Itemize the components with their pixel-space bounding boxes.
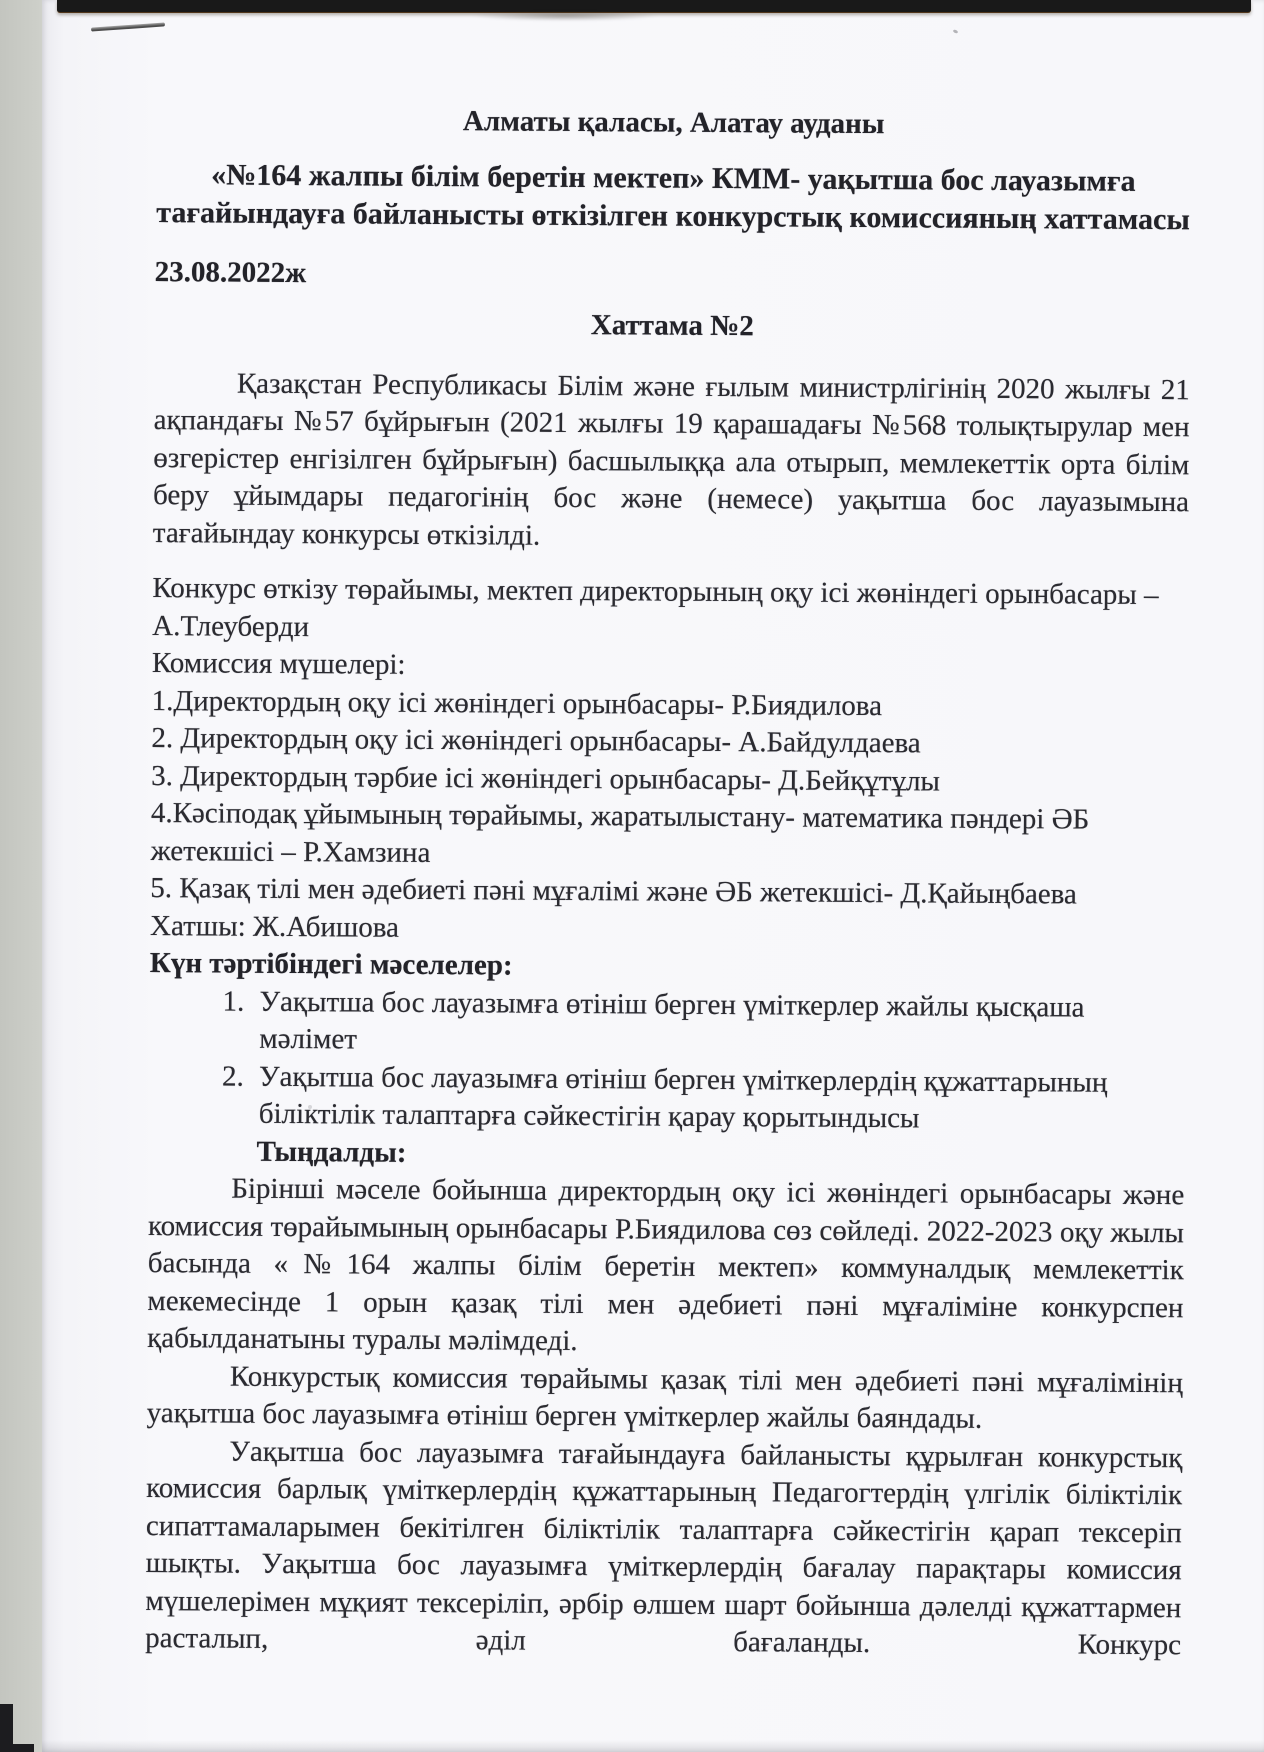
body-paragraph: Уақытша бос лауазымға тағайындауға байланысты құрылған конкурстық комиссия барлық үміткерлердің құжаттарының Педагогтердің үлгілік біліктілік сипаттамаларымен бекітілген біліктілік талаптарға сәйкестігін қарап тексеріп шықты. Уақытша бос лауазымға үміткерлердің бағалау парақтары комиссия мүшелерімен мұқият тексеріліп, әрбір өлшем шарт бойынша дәлелді құжаттармен расталып, әділ бағаланды. Конкурс (145, 1435, 1183, 1662)
agenda-heading: Күн тәртібіндегі мәселелер: (149, 947, 513, 982)
heard-heading: Тыңдалды: (256, 1135, 407, 1169)
agenda-item-text: Уақытша бос лауазымға өтініш берген үміткерлер жайлы қысқаша мәлімет (259, 985, 1085, 1056)
agenda-item-text: Уақытша бос лауазымға өтініш берген үміткерлердің құжаттарының біліктілік талаптарға сәйкестігін қарау қорытындысы (258, 1060, 1108, 1135)
agenda-item-number: 1. (222, 985, 245, 1018)
member-row: 1.Директордың оқу ісі жөніндегі орынбасары- Р.Биядилова (151, 684, 883, 722)
agenda-item (149, 983, 1185, 1065)
body-paragraph: Бірінші мәселе бойынша директордың оқу ісі жөніндегі орынбасары және комиссия төрайымының орынбасары Р.Биядилова сөз сөйледі. 2022-2023 оқу жылы басында «№164 жалпы білім беретін мектеп» коммуналдық мемлекеттік мекемесінде 1 орын қазақ тілі мен әдебиеті пәні мұғаліміне конкурспен қабылданатыны туралы мәлімдеді. (147, 1172, 1185, 1358)
secretary-line: Хатшы: Ж.Абишова (149, 909, 400, 944)
document-location-heading: Алматы қаласы, Алатау ауданы (462, 105, 885, 141)
members-heading: Комиссия мүшелері: (151, 647, 406, 681)
member-row: 3. Директордың тәрбие ісі жөніндегі орынбасары- Д.Бейқұтұлы (151, 759, 941, 798)
protocol-number-heading: Хаттама №2 (590, 309, 754, 343)
member-row: 5. Қазақ тілі мен әдебиеті пәні мұғалімі және ӘБ жетекшісі- Д.Қайыңбаева (150, 872, 1077, 911)
page-corner-mark-base (0, 1744, 34, 1752)
document-body (145, 0, 1193, 1665)
member-row: 4.Кәсіподақ ұйымының төрайымы, жаратылыстану- математика пәндері ӘБ жетекшісі – Р.Хамзина (150, 797, 1090, 869)
document-title: «№164 жалпы білім беретін мектеп» КММ- уақытша бос лауазымға тағайындауға байланысты өткізілген конкурстық комиссияның хаттамасы (156, 157, 1190, 237)
member-row: 2. Директордың оқу ісі жөніндегі орынбасары- А.Байдулдаева (151, 722, 921, 760)
agenda-item-number: 2. (221, 1060, 244, 1093)
intro-paragraph: Қазақстан Республикасы Білім және ғылым министрлігінің 2020 жылғы 21 ақпандағы №57 бұйрығын (2021 жылғы 19 қарашадағы №568 толықтырулар мен өзгерістер енгізілген бұйрығын) басшылыққа ала отырып, мемлекеттік орта білім беру ұйымдары педагогінің бос және (немесе) уақытша бос лауазымына тағайындау конкурсы өткізілді. (152, 367, 1190, 552)
document-date: 23.08.2022ж (154, 255, 307, 289)
commission-chair-line: Конкурс өткізу төрайымы, мектеп директорының оқу ісі жөніндегі орынбасары – А.Тлеуберди (152, 572, 1159, 643)
top-margin (156, 0, 1193, 108)
agenda-item (149, 1058, 1185, 1140)
body-paragraph: Конкурстық комиссия төрайымы қазақ тілі мен әдебиеті пәні мұғалімінің уақытша бос лауазымға өтініш берген үміткерлер жайлы баяндады. (146, 1360, 1184, 1435)
